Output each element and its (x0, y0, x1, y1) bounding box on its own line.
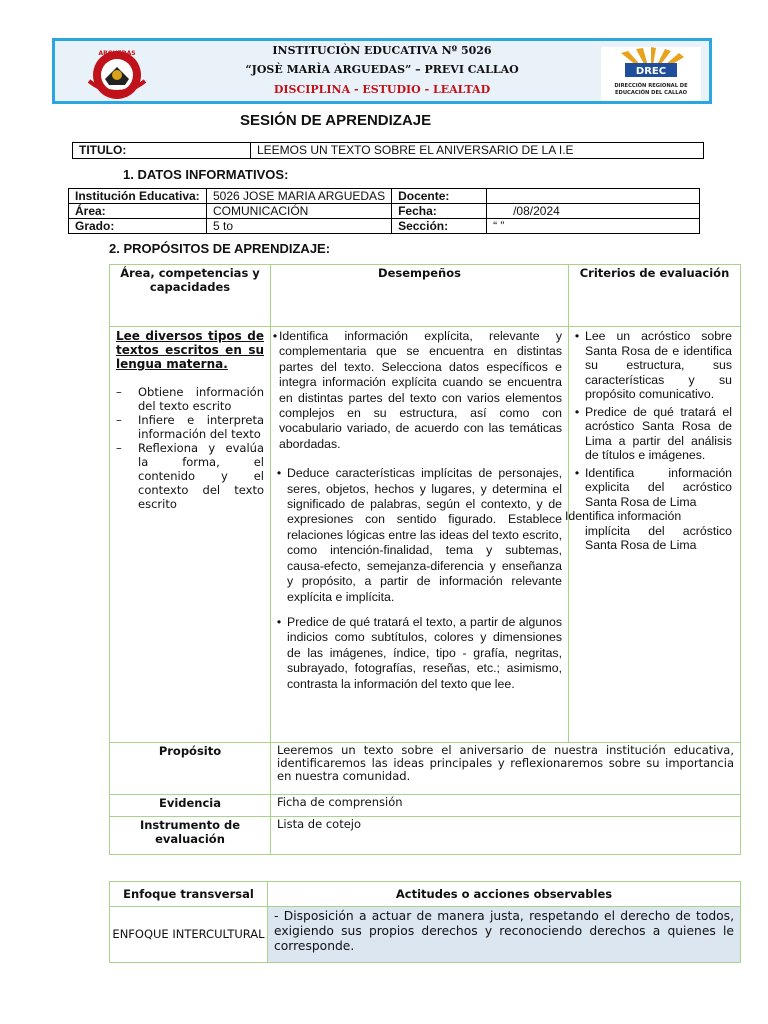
datos-label: Sección: (392, 219, 487, 234)
datos-label: Institución Educativa: (69, 189, 207, 204)
competencias-cell (110, 327, 271, 743)
titulo-label: TITULO: (73, 143, 251, 159)
school-logo-text: ARGUEDAS (98, 50, 136, 57)
table-row (69, 204, 700, 219)
table-row (69, 189, 700, 204)
bullet-glyph: • (574, 404, 580, 419)
section-propositos-heading: 2. PROPÓSITOS DE APRENDIZAJE: (109, 241, 331, 256)
list-item (271, 615, 562, 692)
school-motto: DISCIPLINA - ESTUDIO - LEALTAD (273, 83, 491, 96)
desempeno: Predice de qué tratará el texto, a partir de algunos indicios como subtítulos, colores y dimensiones de las imágenes, índice, tipo - grafía, negritas, subrayado, fotografías, reseñas, etc.; asimismo, contrasta la información del texto que lee. (287, 614, 562, 691)
datos-value: /08/2024 (487, 204, 700, 219)
bullet-glyph: • (276, 614, 282, 629)
list-item (116, 441, 264, 511)
table-row (69, 219, 700, 234)
capacidad: Reflexiona y evalúa la forma, el contenido y el contexto del texto escrito (138, 441, 264, 511)
dash-glyph: – (116, 385, 122, 399)
capacidad: Obtiene información del texto escrito (138, 385, 264, 413)
instrumento-label: Instrumento de evaluación (110, 817, 271, 855)
evidencia-label: Evidencia (110, 795, 271, 817)
enfoque-name: ENFOQUE INTERCULTURAL (110, 907, 268, 963)
school-subtitle: “JOSÈ MARÌA ARGUEDAS” – PREVI CALLAO (245, 63, 519, 76)
col-header-area: Área, competencias y capacidades (110, 265, 271, 327)
titulo-table (72, 142, 704, 159)
actitudes-header: Actitudes o acciones observables (268, 882, 741, 907)
enfoque-accion: - Disposición a actuar de manera justa, respetando el derecho de todos, exigiendo sus propios derechos y reconociendo derechos a quienes le corresponde. (268, 907, 741, 963)
list-item (116, 385, 264, 413)
capacidad: Infiere e interpreta información del texto (138, 413, 264, 441)
list-item (116, 413, 264, 441)
datos-label: Grado: (69, 219, 207, 234)
bullet-glyph: • (574, 329, 580, 343)
col-header-criterios: Criterios de evaluación (569, 265, 741, 327)
titulo-value: LEEMOS UN TEXTO SOBRE EL ANIVERSARIO DE LA I.E (251, 143, 704, 159)
list-item (271, 329, 562, 452)
evidencia-value: Ficha de comprensión (271, 795, 741, 817)
drec-logo (601, 47, 701, 101)
competencia-title: Lee diversos tipos de textos escritos en su lengua materna. (116, 329, 264, 371)
datos-table (68, 188, 700, 234)
datos-label: Fecha: (392, 204, 487, 219)
dash-glyph: – (116, 441, 122, 455)
criterio-extra-1: Identifica información (565, 509, 682, 523)
criterio: Predice de qué tratará el acróstico Santa Rosa de Lima a partir del análisis de títulos e imágenes. (585, 404, 732, 462)
datos-label: Área: (69, 204, 207, 219)
datos-label: Docente: (392, 189, 487, 204)
bullet-glyph: • (574, 465, 580, 480)
criterio-extra-line (565, 509, 732, 524)
list-item (569, 405, 732, 463)
criterio: Lee un acróstico sobre Santa Rosa de e identifica su estructura, sus características y su propósito comunicativo. (585, 329, 732, 401)
col-header-desempenos: Desempeños (271, 265, 569, 327)
dash-glyph: – (116, 413, 122, 427)
enfoque-table (109, 881, 741, 963)
datos-value: COMUNICACIÓN (207, 204, 392, 219)
drec-caption-2: EDUCACIÓN DEL CALLAO (615, 90, 687, 96)
school-name: INSTITUCIÒN EDUCATIVA Nº 5026 (272, 44, 492, 57)
desempeno: Identifica información explícita, relevante y complementaria que se encuentra en distintas partes del texto. Selecciona datos específicos e integra información explícita cuando se encuentra en distintas partes del texto con varios elementos complejos en su estructura, así como con vocabulario variado, de acuerdo con las temáticas abordadas. (279, 329, 562, 451)
proposito-label: Propósito (110, 743, 271, 795)
datos-value: 5026 JOSE MARIA ARGUEDAS (207, 189, 392, 204)
criterios-cell (565, 327, 741, 743)
school-header (52, 38, 712, 104)
desempeno: Deduce características implícitas de personajes, seres, objetos, hechos y lugares, y determina el significado de palabras, según el contexto, y de expresiones con sentido figurado. Establece relaciones lógicas entre las ideas del texto escrito, como intención-finalidad, tema y subtemas, causa-efecto, semejanza-diferencia y enseñanza y propósito, a partir de información relevante explícita e implícita. (287, 466, 562, 604)
page-title: SESIÓN DE APRENDIZAJE (240, 112, 432, 129)
list-item (569, 466, 732, 510)
list-item (569, 329, 732, 402)
proposito-value: Leeremos un texto sobre el aniversario de nuestra institución educativa, identificaremos las ideas principales y reflexionaremos sobre su importancia en nuestra comunidad. (271, 743, 741, 795)
propositos-table (109, 264, 741, 855)
criterio-extra-2: implícita del acróstico Santa Rosa de Lima (585, 523, 732, 552)
datos-value: “ ” (487, 219, 700, 234)
enfoque-header: Enfoque transversal (110, 882, 268, 907)
desempenos-cell (271, 327, 569, 743)
criterio: Identifica información explicita del acróstico Santa Rosa de Lima (585, 465, 732, 509)
list-item (271, 466, 562, 605)
drec-caption-1: DIRECCIÓN REGIONAL DE (614, 83, 688, 89)
datos-value: 5 to (207, 219, 392, 234)
bullet-glyph: • (276, 466, 282, 481)
section-datos-heading: 1. DATOS INFORMATIVOS: (123, 167, 289, 182)
instrumento-value: Lista de cotejo (271, 817, 741, 855)
bullet-glyph: • (272, 329, 278, 343)
drec-logo-text: DREC (635, 66, 667, 77)
datos-value (487, 189, 700, 204)
